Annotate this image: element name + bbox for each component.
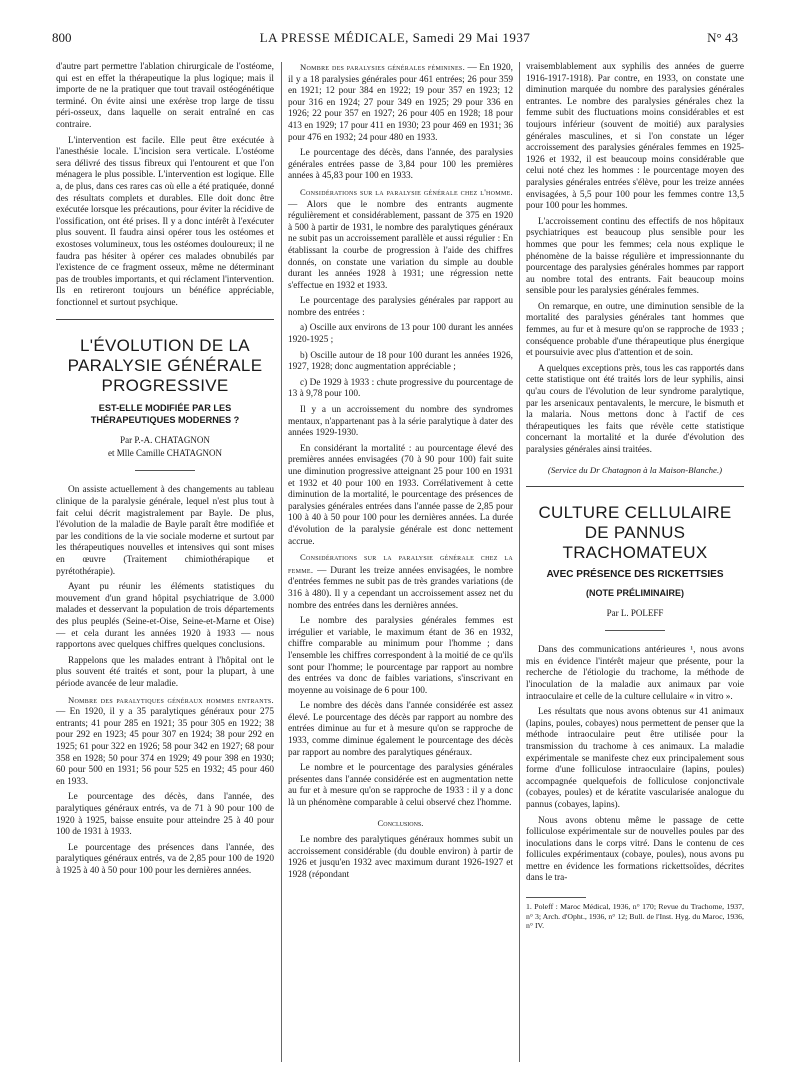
issue-number: N° 43 xyxy=(707,30,738,45)
paragraph: L'intervention est facile. Elle peut être exécutée à l'anesthésie locale. L'incision sera verticale. L'ostéome sera délivré des tissus fibreux qui l'entourent et que l'on ménagera le plus possible. L'intervention est logique. Elle a, de plus, dans ces rares cas où elle a été pratiquée, donné des résultats complets et durables. Elle doit donc être exécutée lorsque les précautions, pour éviter la récidive de l'ossification, ont été prises. Il y a donc intérêt à l'exécuter plus souvent. Il faudra ainsi opérer tous les ostéomes et exostoses volumineux, tous les ostéomes douloureux; il ne faudra pas hésiter à opérer ces malades obnubilés par l'existence de ce fragment osseux, même ne déterminant pas de troubles importants, et qui réclament l'intervention. Ils en retireront toujours un bénéfice appréciable, fonctionnel et surtout psychique. xyxy=(56,135,274,308)
page-number: 800 xyxy=(52,30,72,45)
paragraph: L'accroissement continu des effectifs de nos hôpitaux psychiatriques est beaucoup plus sensible pour les hommes que pour les femmes; cela nous explique le phénomène de la baisse régulière et impressionnante du pourcentage des paralysies générales hommes par rapport au nombre total des entrants. Fait beaucoup moins sensible pour les paralysies générales femmes. xyxy=(526,216,744,297)
paragraph: b) Oscille autour de 18 pour 100 durant les années 1926, 1927, 1928; donc augmentation appréciable ; xyxy=(288,350,513,373)
column-3 xyxy=(526,62,744,931)
footnote xyxy=(526,897,744,931)
article-title: CULTURE CELLULAIRE DE PANNUS TRACHOMATEUX xyxy=(538,503,732,563)
paragraph: A quelques exceptions près, tous les cas rapportés dans cette statistique ont été traités lors de leur syphilis, ainsi qu'au cours de l'évolution de leur syndrome paralytique, par les arsenicaux pentavalents, le mercure, le bismuth et la malaria. Nous mettons donc à l'actif de ces thérapeutiques les faits que révèle cette statistique concernant la mortalité et la durée d'évolution des paralysies générales ainsi traitées. xyxy=(526,363,744,455)
byline xyxy=(56,434,274,460)
footnote-text: 1. Poleff : Maroc Médical, 1936, n° 170; Revue du Trachome, 1937, n° 3; Arch. d'Opht., 1936, n° 12; Bull. de l'Inst. Hyg. du Maroc, 1936, n° IV. xyxy=(526,902,744,931)
paragraph: Le pourcentage des paralysies générales par rapport au nombre des entrées : xyxy=(288,296,513,318)
divider xyxy=(605,630,665,631)
paragraph: d'autre part permettre l'ablation chirurgicale de l'ostéome, qui est en effet la thérapeutique la plus logique; mais il importe de ne la pratiquer que tout travail ostéogénétique terminé. On évite ainsi une exérèse trop large de tissu péri-osseux, dans laquelle on serait entraîné en cas contraire. xyxy=(56,62,274,130)
paragraph: c) De 1929 à 1933 : chute progressive du pourcentage de 13 à 9,78 pour 100. xyxy=(288,377,513,400)
divider xyxy=(135,470,195,471)
column-divider xyxy=(281,62,282,1062)
footnote-rule xyxy=(526,897,586,898)
paragraph: Nous avons obtenu même le passage de cette folliculose expérimentale sur de nouvelles poules par des inoculations dans le corps vitré. Dans le contenu de ces follicules expérimentaux (cobaye, poules), nous avons pu mettre en évidence les formations rickettsoïdes, décrites dans le tra- xyxy=(526,815,744,884)
paragraph-text: — En 1920, il y a 18 paralysies générales pour 461 entrées; 26 pour 359 en 1921; 12 pour 384 en 1922; 19 pour 357 en 1923; 12 pour 316 en 1924; 27 pour 349 en 1925; 29 pour 336 en 1926; 22 pour 357 en 1927; 26 pour 405 en 1928; 18 pour 413 en 1929; 17 pour 411 en 1930; 23 pour 469 en 1931; 36 pour 476 en 1932; 24 pour 480 en 1933. xyxy=(288,63,513,143)
section-heading: Conclusions. xyxy=(377,817,424,828)
paragraph: En considérant la mortalité : au pourcentage élevé des premières années envisagées (70 à 90 pour 100) fait suite une diminution progressive atteignant 25 pour 100 en 1931 et 1932 et 40 pour 100 en 1933. Corrélativement à cette diminution de la mortalité, le pourcentage des présences de paralysies générales entrées dans l'année passe de 2,85 pour 100 à 40 à 50 pour 100 pour les dernières années. La durée d'évolution de la paralysie générale est donc nettement accrue. xyxy=(288,443,513,547)
paragraph-text: — Durant les treize années envisagées, le nombre d'entrées femmes ne subit pas de très grandes variations (de 316 à 480). Il y a cependant un accroissement assez net du nombre des entrées dans les dernières années. xyxy=(288,565,513,611)
article-subtitle: AVEC PRÉSENCE DES RICKETTSIES xyxy=(546,569,724,581)
paragraph: Le nombre et le pourcentage des paralysies générales présentes dans l'année considérée est en augmentation nette au fur et à mesure qu'on se rapproche de 1933 : il y a donc là un phénomène comparable à celui observé chez l'homme. xyxy=(288,763,513,809)
paragraph-text: — En 1920, il y a 35 paralytiques généraux pour 275 entrants; 41 pour 285 en 1921; 35 pour 305 en 1922; 38 pour 292 en 1923; 45 pour 307 en 1924; 38 pour 292 en 1925; 61 pour 322 en 1926; 58 pour 342 en 1927; 68 pour 358 en 1928; 50 pour 374 en 1929; 49 pour 398 en 1930; 60 pour 500 en 1931; 56 pour 525 en 1932; 45 pour 460 en 1933. xyxy=(56,707,274,787)
column-divider xyxy=(519,62,520,1062)
paragraph: Il y a un accroissement du nombre des syndromes mentaux, n'appartenant pas à la série paralytique à dater des années 1929-1930. xyxy=(288,405,513,439)
paragraph: On remarque, en outre, une diminution sensible de la mortalité des paralysies générales tant hommes que femmes, au fur et à mesure qu'on se rapproche de 1933 ; conséquence probable d'une thérapeutique plus énergique et poursuivie avec plus d'attention et de soin. xyxy=(526,301,744,359)
paragraph: Ayant pu réunir les éléments statistiques du mouvement d'un grand hôpital psychiatrique de 3.000 malades et desservant la population de trois départements des plus peuplés (Seine-et-Oise, Seine-et-Marne et Oise) — et cela durant les années 1920 à 1933 — nous rapportons avec quelques chiffres quelques conclusions. xyxy=(56,582,274,651)
paragraph xyxy=(288,187,513,292)
paragraph xyxy=(56,695,274,789)
paragraph xyxy=(288,62,513,144)
article-note: (NOTE PRÉLIMINAIRE) xyxy=(586,588,684,599)
paragraph: Le pourcentage des décès, dans l'année, des paralytiques généraux entrés, va de 71 à 90 pour 100 de 1920 à 1925, baisse ensuite pour atteindre 25 à 40 pour 100 de 1931 à 1933. xyxy=(56,792,274,838)
column-2 xyxy=(288,62,513,886)
paragraph: Le nombre des paralytiques généraux hommes subit un accroissement considérable (du double environ) à partir de 1926 et jusqu'en 1932 avec maximum durant 1926-1927 et 1928 (répondant xyxy=(288,835,513,880)
paragraph: On assiste actuellement à des changements au tableau clinique de la paralysie générale, lequel n'est plus tout à fait celui décrit magistralement par Bayle. De plus, l'évolution de la maladie de Bayle paraît être modifiée et par les conditions de la vie sociale moderne et surtout par les thérapeutiques nouvelles et intensives qui sont mises en œuvre (Traitement chimiothérapique et pyrétothérapie). xyxy=(56,485,274,577)
paragraph: vraisemblablement aux syphilis des années de guerre 1916-1917-1918). Par contre, en 1933, on constate une diminution marquée du nombre des paralysies générales entrantes. Le nombre des paralysies générales chez la femme subit des fluctuations moins considérables et est toujours inférieur (souvent de moitié) aux paralysies générales masculines, et si l'on constate un léger accroissement des paralysies générales femmes en 1925-1926 et 1932, il est beaucoup moins considérable que celui noté chez les hommes : le pourcentage moyen des paralysies générales entrées s'élève, pour les treize années envisagées, à 5,5 pour 100 pour les femmes contre 13,5 pour 100 pour les hommes. xyxy=(526,62,744,212)
section-heading: Nombre des paralysies générales féminines. xyxy=(300,62,466,72)
author-line: Par P.-A. CHATAGNON xyxy=(120,435,210,446)
paragraph: Rappelons que les malades entrant à l'hôpital ont le plus souvent été traités et sont, pour la plupart, à une période avancée de leur maladie. xyxy=(56,655,274,689)
section-heading: Nombre des paralytiques généraux hommes entrants. xyxy=(68,694,274,705)
column-1 xyxy=(56,62,274,881)
section-heading: Considérations sur la paralysie générale chez la femme. xyxy=(288,552,513,575)
article-title: L'ÉVOLUTION DE LA PARALYSIE GÉNÉRALE PROGRESSIVE xyxy=(67,336,263,396)
author-line: et Mlle Camille CHATAGNON xyxy=(107,448,223,459)
paragraph: Le nombre des paralysies générales femmes est irrégulier et variable, le maximum étant de 36 en 1932, chiffre comparable au minimum pour l'homme ; dans l'ensemble les chiffres correspondent à la moitié de ce qu'ils sont pour l'homme; le pourcentage par rapport au nombre des entrées va donc de faibles variations, s'inscrivant en moyenne au voisinage de 6 pour 100. xyxy=(288,616,513,696)
service-credit: (Service du Dr Chatagnon à la Maison-Blanche.) xyxy=(547,464,723,475)
journal-title: LA PRESSE MÉDICALE, Samedi 29 Mai 1937 xyxy=(259,30,531,45)
author-line: Par L. POLEFF xyxy=(606,608,664,619)
paragraph: Le nombre des décès dans l'année considérée est assez élevé. Le pourcentage des décès par rapport au nombre des entrées diminue au fur et à mesure qu'on se rapproche de 1933, comme diminue également le pourcentage des décès par rapport au nombre des paralytiques généraux. xyxy=(288,701,513,758)
section-heading: Considérations sur la paralysie générale chez l'homme. xyxy=(300,186,513,197)
page-header xyxy=(52,30,738,48)
paragraph: Le pourcentage des décès, dans l'année, des paralysies générales entrées passe de 3,84 pour 100 les premières années à 45,83 pour 100 en 1933. xyxy=(288,148,513,182)
paragraph: Le pourcentage des présences dans l'année, des paralytiques généraux entrés, va de 2,85 pour 100 de 1920 à 1925 à 40 à 50 pour 100 pour les dernières années. xyxy=(56,842,274,876)
paragraph xyxy=(288,552,513,612)
article-subtitle: EST-ELLE MODIFIÉE PAR LES THÉRAPEUTIQUES MODERNES ? xyxy=(90,403,240,426)
paragraph: Dans des communications antérieures ¹, nous avons mis en évidence l'intérêt majeur que présente, pour la recherche de l'étiologie du trachome, la méthode de l'inoculation de la maladie aux animaux par voie intraoculaire et celle de la culture cellulaire « in vitro ». xyxy=(526,645,744,702)
paragraph-text: — Alors que le nombre des entrants augmente régulièrement et considérablement, passant de 375 en 1920 à 500 à partir de 1931, le nombre des paralytiques généraux ne subit pas un accroissement parallèle et aussi régulier : En établissant la courbe de progression à l'aide des chiffres donnés, on constate une variation du simple au double durant les années 1928 à 1931; une régression nette s'effectue en 1932 et 1933. xyxy=(288,199,513,291)
paragraph: Les résultats que nous avons obtenus sur 41 animaux (lapins, poules, cobayes) nous permettent de penser que la méthode intraoculaire peut être utilisée pour la transmission du trachome à ces animaux. La maladie expérimentale se manifeste chez eux principalement sous forme d'une folliculose intraoculaire (lapins, poules) accompagnée quelquefois de folliculose conjonctivale (cobayes, poules) et de kératite vascularisée analogue du pannus (cobayes, lapins). xyxy=(526,707,744,810)
section-rule xyxy=(56,319,274,320)
section-rule xyxy=(526,486,744,487)
paragraph: a) Oscille aux environs de 13 pour 100 durant les années 1920-1925 ; xyxy=(288,323,513,346)
